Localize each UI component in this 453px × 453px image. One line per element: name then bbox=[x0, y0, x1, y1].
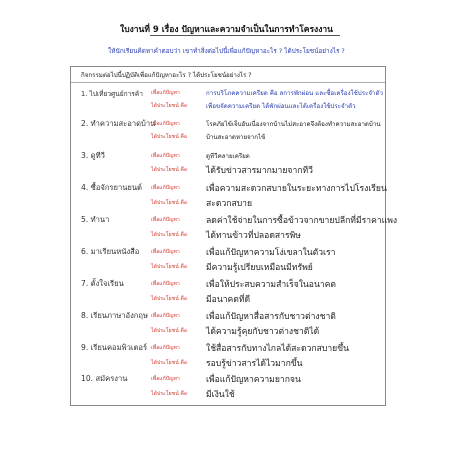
problem-answer: เพื่อแก้ปัญหาความโง่เขลาในตัวเรา bbox=[206, 248, 336, 258]
activity-name: 4. ซื้อจักรยานยนต์ bbox=[81, 183, 142, 192]
benefit-row bbox=[71, 389, 387, 403]
problem-answer: เพื่อแก้ปัญหาสื่อสารกับชาวต่างชาติ bbox=[206, 312, 336, 322]
benefit-label: ได้ประโยชน์ คือ bbox=[151, 103, 187, 109]
activity-item-5 bbox=[71, 215, 398, 245]
problem-answer: เพื่อความสะดวกสบายในระยะทางการไปโรงเรียน bbox=[206, 184, 387, 194]
problem-label: เพื่อแก้ปัญหา bbox=[151, 217, 180, 223]
benefit-row bbox=[71, 326, 387, 340]
activity-item-3 bbox=[71, 151, 387, 181]
problem-label: เพื่อแก้ปัญหา bbox=[151, 376, 180, 382]
problem-answer: เพื่อแก้ปัญหาความยากจน bbox=[206, 375, 301, 385]
benefit-label: ได้ประโยชน์ คือ bbox=[151, 134, 187, 140]
problem-answer: ลดค่าใช้จ่ายในการซื้อข้าวจากขายปลีกที่มีราคาแพง bbox=[206, 216, 398, 226]
activity-name: 3. ดูทีวี bbox=[81, 151, 105, 160]
problem-row bbox=[71, 88, 387, 102]
activity-name: 5. ทำนา bbox=[81, 215, 110, 224]
activity-item-2 bbox=[71, 119, 387, 149]
benefit-row bbox=[71, 101, 387, 115]
worksheet-title: ใบงานที่ 9 เรื่อง ปัญหาและความจำเป็นในการทำโครงงาน bbox=[120, 25, 333, 35]
title-underline bbox=[150, 35, 340, 36]
problem-label: เพื่อแก้ปัญหา bbox=[151, 249, 180, 255]
benefit-answer: ได้ทานข้าวที่ปลอดสารพิษ bbox=[206, 231, 301, 241]
activity-item-7 bbox=[71, 279, 387, 309]
activity-name: 8. เรียนภาษาอังกฤษ bbox=[81, 311, 148, 320]
problem-row bbox=[71, 215, 398, 229]
activity-name: 6. มาเรียนหนังสือ bbox=[81, 247, 140, 256]
benefit-label: ได้ประโยชน์ คือ bbox=[151, 232, 187, 238]
problem-label: เพื่อแก้ปัญหา bbox=[151, 185, 180, 191]
benefit-label: ได้ประโยชน์ คือ bbox=[151, 200, 187, 206]
benefit-row bbox=[71, 132, 387, 146]
problem-row bbox=[71, 247, 387, 261]
benefit-label: ได้ประโยชน์ คือ bbox=[151, 328, 187, 334]
problem-label: เพื่อแก้ปัญหา bbox=[151, 90, 180, 96]
benefit-row bbox=[71, 230, 387, 244]
instruction-text: ให้นักเรียนคิดหาคำตอบว่า เขาทำสิ่งต่อไปนี้เพื่อแก้ปัญหาอะไร ? ได้ประโยชน์อย่างไร ? bbox=[108, 47, 345, 55]
benefit-row bbox=[71, 262, 387, 276]
activity-name: 1. ไปเที่ยวศูนย์การค้า bbox=[81, 90, 143, 98]
activity-name: 2. ทำความสะอาดบ้าน bbox=[81, 119, 156, 128]
activity-item-4 bbox=[71, 183, 387, 213]
benefit-answer: รอบรู้ข่าวสารได้ไวมากขึ้น bbox=[206, 359, 303, 369]
benefit-row bbox=[71, 294, 387, 308]
problem-label: เพื่อแก้ปัญหา bbox=[151, 345, 180, 351]
benefit-answer: ได้ความรู้คุยกับชาวต่างชาติได้ bbox=[206, 327, 320, 337]
benefit-answer: มีความรู้เปรียบเหมือนมีทรัพย์ bbox=[206, 263, 313, 273]
benefit-answer: เพื่อขจัดความเครียด ได้พักผ่อนและได้เครื่องใช้ประจำตัว bbox=[206, 103, 356, 110]
activity-name: 9. เรียนคอมพิวเตอร์ bbox=[81, 343, 148, 352]
problem-row bbox=[71, 183, 387, 197]
activity-item-6 bbox=[71, 247, 387, 277]
benefit-row bbox=[71, 198, 387, 212]
benefit-label: ได้ประโยชน์ คือ bbox=[151, 264, 187, 270]
problem-row bbox=[71, 279, 387, 293]
benefit-answer: มีอนาคตที่ดี bbox=[206, 295, 251, 305]
problem-answer: ใช้สื่อสารกับทางไกลได้สะดวกสบายขึ้น bbox=[206, 344, 349, 354]
problem-label: เพื่อแก้ปัญหา bbox=[151, 153, 180, 159]
problem-label: เพื่อแก้ปัญหา bbox=[151, 313, 180, 319]
problem-row bbox=[71, 119, 387, 133]
problem-answer: การบริโภคความเครียด คือ ลการพักผ่อน และซื้อเครื่องใช้ประจำตัว bbox=[206, 90, 383, 97]
problem-label: เพื่อแก้ปัญหา bbox=[151, 281, 180, 287]
activity-item-8 bbox=[71, 311, 387, 341]
activity-name: 10. สมัครงาน bbox=[81, 374, 128, 383]
benefit-answer: มีเงินใช้ bbox=[206, 390, 235, 400]
benefit-label: ได้ประโยชน์ คือ bbox=[151, 391, 187, 397]
problem-answer: เพื่อให้ประสบความสำเร็จในอนาคต bbox=[206, 280, 336, 290]
problem-answer: โรคภัยไข้เจ็บอันเนื่องจากบ้านไม่สะอาดจึงต้องทำความสะอาดบ้าน bbox=[206, 121, 381, 128]
benefit-row bbox=[71, 358, 387, 372]
benefit-label: ได้ประโยชน์ คือ bbox=[151, 360, 187, 366]
problem-row bbox=[71, 311, 387, 325]
header-divider bbox=[71, 82, 385, 83]
problem-label: เพื่อแก้ปัญหา bbox=[151, 121, 180, 127]
problem-row bbox=[71, 343, 387, 357]
activity-table bbox=[70, 66, 398, 406]
benefit-label: ได้ประโยชน์ คือ bbox=[151, 296, 187, 302]
problem-row bbox=[71, 374, 387, 388]
benefit-label: ได้ประโยชน์ คือ bbox=[151, 167, 187, 173]
benefit-answer: สะดวกสบาย bbox=[206, 199, 253, 209]
problem-answer: ดูทีวีคลายเครียด bbox=[206, 153, 250, 160]
activity-name: 7. ตั้งใจเรียน bbox=[81, 279, 124, 288]
activity-item-9 bbox=[71, 343, 387, 373]
table-header: กิจกรรมต่อไปนี้ปฏิบัติเพื่อแก้ปัญหาอะไร ? ได้ประโยชน์อย่างไร ? bbox=[81, 72, 252, 79]
activity-item-1 bbox=[71, 88, 387, 118]
benefit-answer: ได้รับข่าวสารมากมายจากทีวี bbox=[206, 166, 313, 176]
activity-item-10 bbox=[71, 374, 387, 404]
benefit-row bbox=[71, 165, 387, 179]
benefit-answer: บ้านสะอาดหายจากไข้ bbox=[206, 134, 266, 141]
